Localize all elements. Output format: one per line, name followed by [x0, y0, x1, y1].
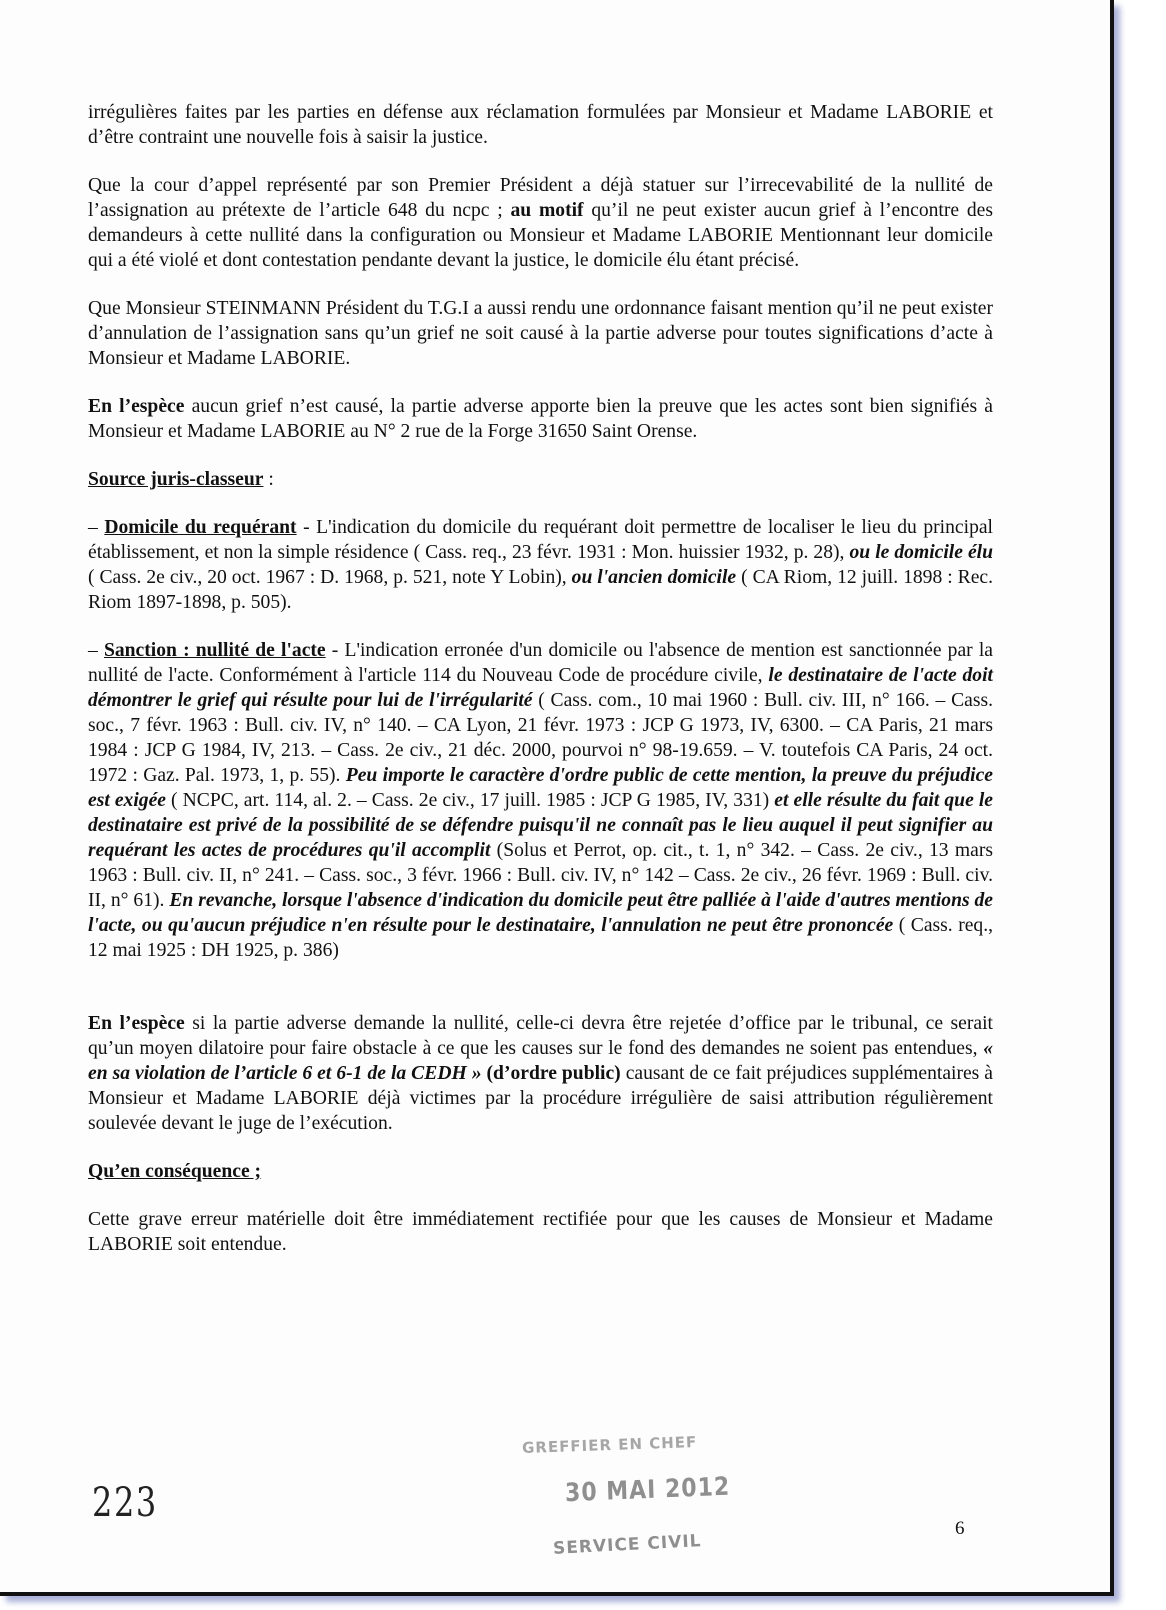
paragraph-text: (Solus et Perrot, op. cit., t. 1, n° 342. – Cass. 2e civ., 13 mars 1963 : Bull. civ. II, n° 241. – Cass. soc., 3 févr. 1966 : Bull. civ. IV, n° 142 – Cass. 2e civ., 26 févr. 1969 : Bull. civ. II, n° 61).	[88, 840, 993, 911]
section-heading-consequence	[88, 1159, 993, 1184]
bold-emphasis: (d’ordre public)	[486, 1063, 621, 1084]
paragraph-text: qu’il ne peut exister aucun grief à l’encontre des demandeurs à cette nullité dans la configuration ou Monsieur et Madame LABORIE Mentionnant leur domicile qui a été violé et dont contestation pendante devant la justice, le domicile élu étant précisé.	[88, 200, 993, 271]
stamp-service: SERVICE CIVIL	[552, 1531, 702, 1559]
paragraph-text: - L'indication erronée d'un domicile ou l'absence de mention est sanctionnée par la nullité de l'acte. Conformément à l'article 114 du Nouveau Code de procédure civile,	[88, 640, 994, 686]
bold-italic-emphasis: et elle résulte du fait que le destinataire est privé de la possibilité de se défendre puisqu'il ne connaît pas le lieu auquel il peut signifier au requérant les actes de procédures qu'il accomplit	[88, 790, 993, 861]
paragraph-text: causant de ce fait préjudices supplémentaires à Monsieur et Madame LABORIE déjà victimes par la procédure irrégulière de saisi attribution régulièrement soulevée devant le juge de l’exécution.	[88, 1063, 994, 1134]
bold-italic-emphasis: le destinataire de l'acte doit démontrer le grief qui résulte pour lui de l'irrégularité	[88, 665, 993, 711]
bold-italic-emphasis: ou l'ancien domicile	[571, 567, 737, 588]
bold-italic-emphasis: En revanche, lorsque l'absence d'indication du domicile peut être palliée à l'aide d'autres mentions de l'acte, ou qu'aucun préjudice n'en résulte pour le destinataire, l'annulation ne peut être prononcée	[88, 890, 994, 936]
paragraph-text: ( Cass. 2e civ., 20 oct. 1967 : D. 1968, p. 521, note Y Lobin),	[88, 567, 572, 588]
stamp-greffier: GREFFIER EN CHEF	[521, 1432, 698, 1458]
bold-italic-emphasis: ou le domicile élu	[849, 542, 993, 563]
paragraph-cour-appel	[88, 173, 993, 273]
paragraph-1	[88, 100, 993, 150]
paragraph-text: ( Cass. req., 12 mai 1925 : DH 1925, p. 386)	[88, 915, 994, 961]
page-number: 6	[955, 1518, 965, 1539]
bold-emphasis: En l’espèce	[88, 1013, 185, 1034]
paragraph-text: irrégulières faites par les parties en défense aux réclamation formulées par Monsieur et Madame LABORIE et d’être contraint une nouvelle fois à saisir la justice.	[88, 102, 993, 148]
bold-emphasis: En l’espèce	[88, 396, 185, 417]
dash: –	[88, 640, 104, 661]
handwritten-annotation: 223	[92, 1480, 158, 1526]
bold-italic-quote: « en sa violation de l’article 6 et 6-1 de la CEDH »	[88, 1038, 993, 1084]
paragraph-en-espece-1	[88, 394, 993, 444]
paragraph-text: aucun grief n’est causé, la partie adverse apporte bien la preuve que les actes sont bien signifiés à Monsieur et Madame LABORIE au N° 2 rue de la Forge 31650 Saint Orense.	[88, 396, 993, 442]
subsection-heading: Sanction : nullité de l'acte	[103, 640, 326, 661]
paragraph-domicile-requerant	[88, 515, 993, 615]
subsection-heading: Domicile du requérant	[104, 517, 297, 538]
paragraph-text: Que la cour d’appel représenté par son Premier Président a déjà statuer sur l’irrecevabilité de la nullité de l’assignation au prétexte de l’article 648 du ncpc ;	[88, 175, 993, 221]
paragraph-text: ( Cass. com., 10 mai 1960 : Bull. civ. III, n° 166. – Cass. soc., 7 févr. 1963 : Bull. civ. IV, n° 140. – CA Lyon, 21 févr. 1973 : JCP G 1973, IV, 6300. – CA Paris, 21 mars 1984 : JCP G 1984, IV, 213. – Cass. 2e civ., 21 déc. 2000, pourvoi n° 98-19.659. – V. toutefois CA Paris, 24 oct. 1972 : Gaz. Pal. 1973, 1, p. 55).	[88, 690, 993, 786]
document-body	[88, 100, 993, 1280]
section-heading: Qu’en conséquence ;	[88, 1161, 262, 1182]
section-heading: Source juris-classeur	[88, 469, 264, 490]
bold-emphasis: au motif	[510, 200, 584, 221]
paragraph-sanction-nullite	[88, 638, 993, 963]
paragraph-text: ( NCPC, art. 114, al. 2. – Cass. 2e civ., 17 juill. 1985 : JCP G 1985, IV, 331)	[165, 790, 775, 811]
paragraph-text: ( CA Riom, 12 juill. 1898 : Rec. Riom 1897-1898, p. 505).	[88, 567, 993, 613]
paragraph-en-espece-2	[88, 1011, 993, 1136]
stamp-date: 30 MAI 2012	[564, 1472, 731, 1509]
section-heading-source	[88, 467, 993, 492]
paragraph-text: - L'indication du domicile du requérant doit permettre de localiser le lieu du principal établissement, et non la simple résidence ( Cass. req., 23 févr. 1931 : Mon. huissier 1932, p. 28),	[88, 517, 994, 563]
bold-italic-emphasis: Peu importe le caractère d'ordre public de cette mention, la preuve du préjudice est exigée	[88, 765, 993, 811]
dash: –	[88, 517, 105, 538]
paragraph-text: si la partie adverse demande la nullité, celle-ci devra être rejetée d’office par le tribunal, ce serait qu’un moyen dilatoire pour faire obstacle à ce que les causes sur le fond des demandes ne soient pas entendues,	[88, 1013, 993, 1059]
paragraph-conclusion	[88, 1207, 993, 1257]
heading-colon: :	[263, 469, 274, 490]
paragraph-text: Que Monsieur STEINMANN Président du T.G.I a aussi rendu une ordonnance faisant mention qu’il ne peut exister d’annulation de l’assignation sans qu’un grief ne soit causé à la partie adverse pour toutes significations d’acte à Monsieur et Madame LABORIE.	[88, 298, 993, 369]
paragraph-text: Cette grave erreur matérielle doit être immédiatement rectifiée pour que les causes de Monsieur et Madame LABORIE soit entendue.	[88, 1209, 993, 1255]
paragraph-steinmann	[88, 296, 993, 371]
